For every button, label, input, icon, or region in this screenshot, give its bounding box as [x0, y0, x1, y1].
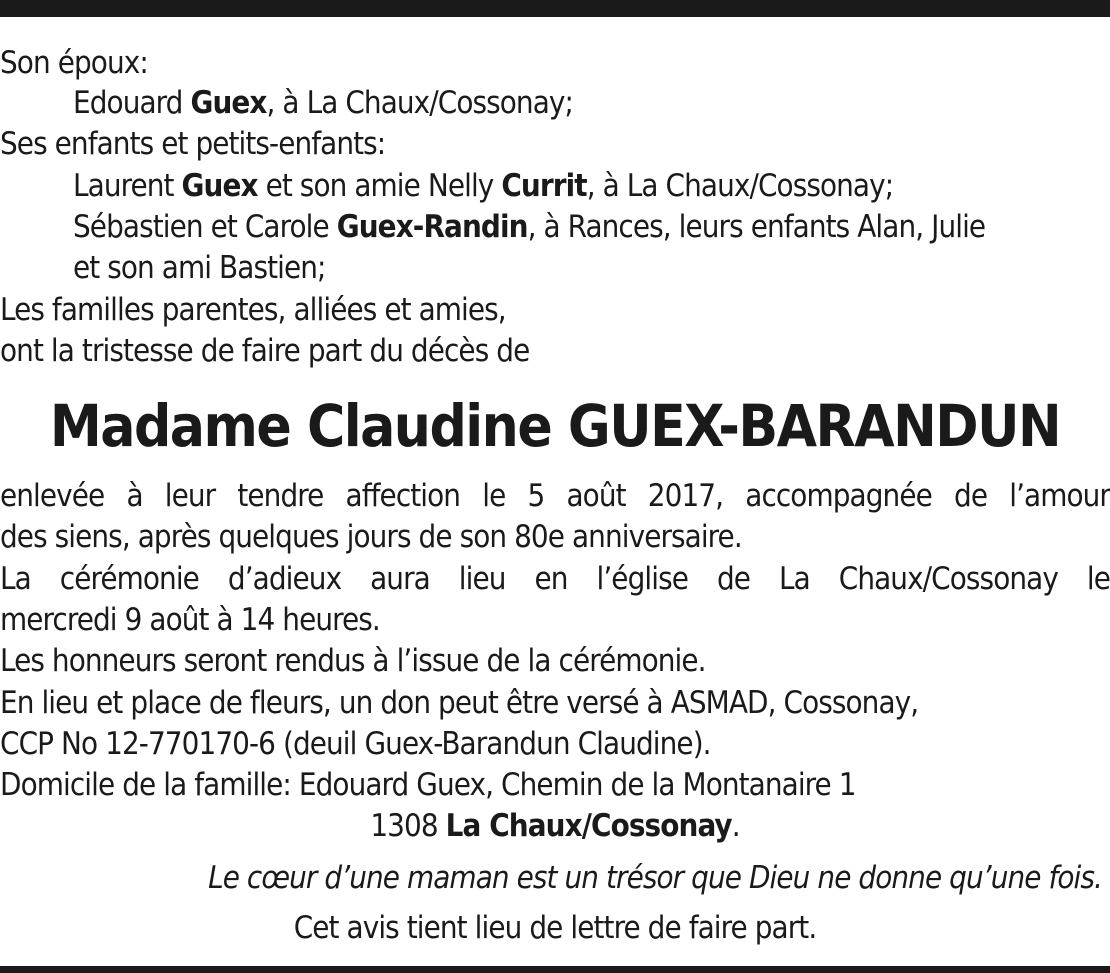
spouse-last: Guex [190, 85, 267, 121]
children-intro: Ses enfants et petits-enfants: [0, 126, 386, 162]
quote: Le cœur d’une maman est un trésor que Dieu ne donne qu’une fois. [208, 860, 1102, 896]
body-line-7: CCP No 12-770170-6 (deuil Guex-Barandun Claudine). [0, 726, 711, 762]
deceased-name: Madame Claudine GUEX-BARANDUN [49, 392, 1061, 460]
spouse-first: Edouard [73, 85, 183, 121]
child2-rest: , à Rances, leurs enfants Alan, Julie [527, 209, 986, 245]
body-line-6: En lieu et place de fleurs, un don peut être versé à ASMAD, Cossonay, [0, 685, 919, 721]
address-town-line [0, 806, 1110, 846]
child2-cont: et son ami Bastien; [73, 250, 326, 286]
body-line-1: enlevée à leur tendre affection le 5 août 2017, accompagnée de l’amour [0, 478, 1110, 514]
child2-line [73, 207, 1110, 247]
sadness-line: ont la tristesse de faire part du décès de [0, 333, 530, 369]
child1-last: Guex [181, 168, 258, 204]
child2-first: Sébastien et Carole [73, 209, 329, 245]
spouse-intro: Son époux: [0, 45, 148, 81]
body-line-3: La cérémonie d’adieux aura lieu en l’église de La Chaux/Cossonay le [0, 561, 1110, 597]
postcode: 1308 [370, 808, 438, 844]
child1-line [73, 166, 1110, 206]
body-line-2: des siens, après quelques jours de son 80e anniversaire. [0, 519, 742, 555]
town: La Chaux/Cossonay [445, 808, 732, 844]
spouse-place: , à La Chaux/Cossonay; [266, 85, 574, 121]
families-line: Les familles parentes, alliées et amies, [0, 292, 506, 328]
bottom-rule [0, 966, 1110, 973]
body-line-5: Les honneurs seront rendus à l’issue de la cérémonie. [0, 643, 706, 679]
child1-first: Laurent [73, 168, 174, 204]
town-end: . [731, 808, 740, 844]
child1-place: , à La Chaux/Cossonay; [586, 168, 894, 204]
child1-mid: et son amie Nelly [265, 168, 494, 204]
child1-partner: Currit [501, 168, 587, 204]
body-line-4: mercredi 9 août à 14 heures. [0, 602, 380, 638]
notice: Cet avis tient lieu de lettre de faire part. [293, 910, 817, 946]
body-line-8: Domicile de la famille: Edouard Guex, Chemin de la Montanaire 1 [0, 767, 856, 803]
spouse-line [73, 83, 1110, 123]
top-rule [0, 0, 1110, 17]
child2-last: Guex-Randin [336, 209, 528, 245]
